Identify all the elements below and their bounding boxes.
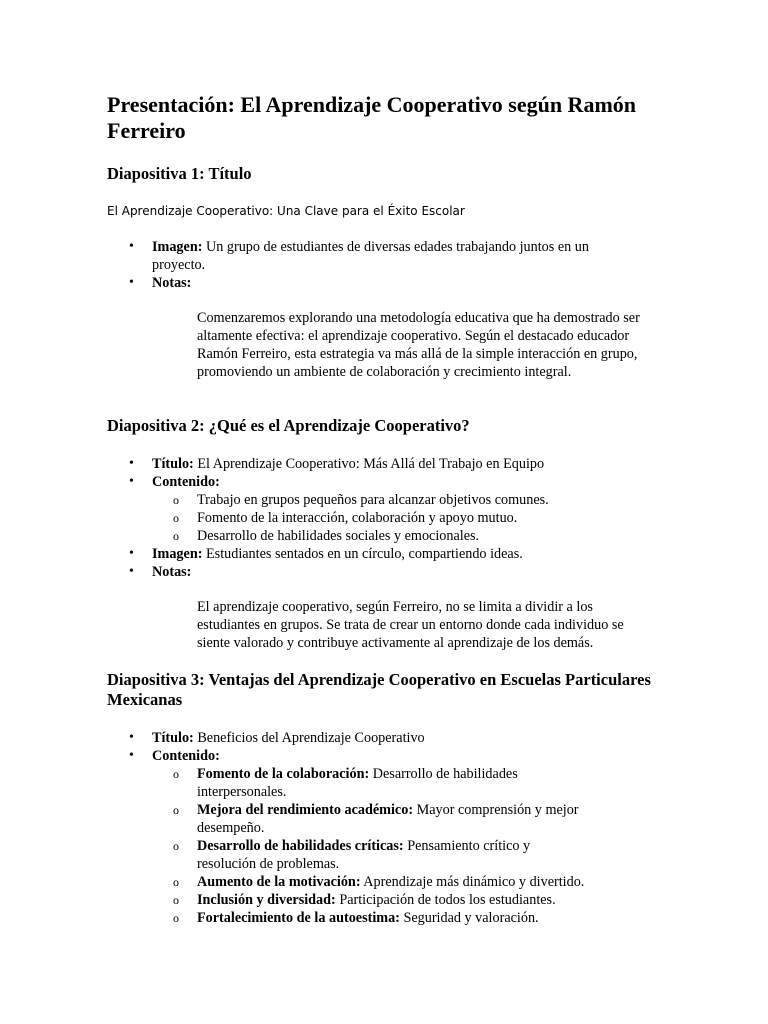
list-item-label: Inclusión y diversidad: <box>197 892 336 908</box>
slide3-bullet-list <box>107 729 627 927</box>
slide2-content-label: Contenido: <box>152 474 220 490</box>
slide2-title-item <box>107 455 627 473</box>
slide2-notes-item <box>107 563 627 581</box>
slide1-notes-item <box>107 274 627 292</box>
slide3-heading: Diapositiva 3: Ventajas del Aprendizaje Cooperativo en Escuelas Particulares Mexicanas <box>107 670 651 709</box>
slide2-title-label: Título: <box>152 456 194 472</box>
list-item-label: Aumento de la motivación: <box>197 874 361 890</box>
slide2-image-label: Imagen: <box>152 546 203 562</box>
slide2-notes-label: Notas: <box>152 564 192 580</box>
slide2-heading: Diapositiva 2: ¿Qué es el Aprendizaje Cooperativo? <box>107 416 470 435</box>
slide2-content-item <box>107 473 627 545</box>
slide2-notes-text: El aprendizaje cooperativo, según Ferreiro, no se limita a dividir a los estudiantes en grupos. Se trata de crear un entorno donde cada individuo se siente valorado y contribuye activamente al aprendizaje de los demás. <box>197 599 624 651</box>
slide3-content-label: Contenido: <box>152 748 220 764</box>
slide1-image-text: Un grupo de estudiantes de diversas edades trabajando juntos en un proyecto. <box>152 239 589 273</box>
slide3-content-list <box>152 765 592 927</box>
list-item-label: Fomento de la colaboración: <box>197 766 370 782</box>
slide2-content-list <box>152 491 627 545</box>
slide1-image-item <box>107 238 627 274</box>
list-item-text: Pensamiento crítico y resolución de problemas. <box>197 838 531 872</box>
list-item: o Trabajo en grupos pequeños para alcanzar objetivos comunes. <box>152 491 627 509</box>
slide2-image-text: Estudiantes sentados en un círculo, compartiendo ideas. <box>202 546 523 562</box>
list-item <box>152 765 592 801</box>
slide3-title-item <box>107 729 627 747</box>
slide3-content-item <box>107 747 627 927</box>
list-item-text: Desarrollo de habilidades interpersonales. <box>197 766 518 800</box>
list-item <box>152 837 592 873</box>
slide3-title-text: Beneficios del Aprendizaje Cooperativo <box>193 730 425 746</box>
list-item-text: Participación de todos los estudiantes. <box>335 892 556 908</box>
slide1-bullet-list <box>107 238 627 292</box>
slide1-notes-text: Comenzaremos explorando una metodología educativa que ha demostrado ser altamente efectiva: el aprendizaje cooperativo. Según el destacado educador Ramón Ferreiro, esta estrategia va más allá de la simple interacción en grupo, promoviendo un ambiente de colaboración y crecimiento integral. <box>197 310 640 380</box>
slide2-bullet-list <box>107 455 627 581</box>
slide2-title-text: El Aprendizaje Cooperativo: Más Allá del Trabajo en Equipo <box>193 456 545 472</box>
slide1-notes-label: Notas: <box>152 275 192 291</box>
slide3-title-label: Título: <box>152 730 194 746</box>
list-item <box>152 891 592 909</box>
list-item: o Fomento de la interacción, colaboración y apoyo mutuo. <box>152 509 627 527</box>
slide2-image-item <box>107 545 627 563</box>
list-item <box>152 909 592 927</box>
list-item-text: Aprendizaje más dinámico y divertido. <box>360 874 585 890</box>
list-item-text: Seguridad y valoración. <box>399 910 539 926</box>
list-item <box>152 801 592 837</box>
list-item-label: Fortalecimiento de la autoestima: <box>197 910 400 926</box>
list-item-label: Mejora del rendimiento académico: <box>197 802 414 818</box>
list-item <box>152 873 592 891</box>
document-title: Presentación: El Aprendizaje Cooperativo según Ramón Ferreiro <box>107 92 636 143</box>
slide1-subtitle: El Aprendizaje Cooperativo: Una Clave para el Éxito Escolar <box>107 204 465 218</box>
list-item-text: Mayor comprensión y mejor desempeño. <box>197 802 579 836</box>
slide1-image-label: Imagen: <box>152 239 203 255</box>
list-item-label: Desarrollo de habilidades críticas: <box>197 838 404 854</box>
list-item: o Desarrollo de habilidades sociales y emocionales. <box>152 527 627 545</box>
slide1-heading: Diapositiva 1: Título <box>107 164 252 183</box>
